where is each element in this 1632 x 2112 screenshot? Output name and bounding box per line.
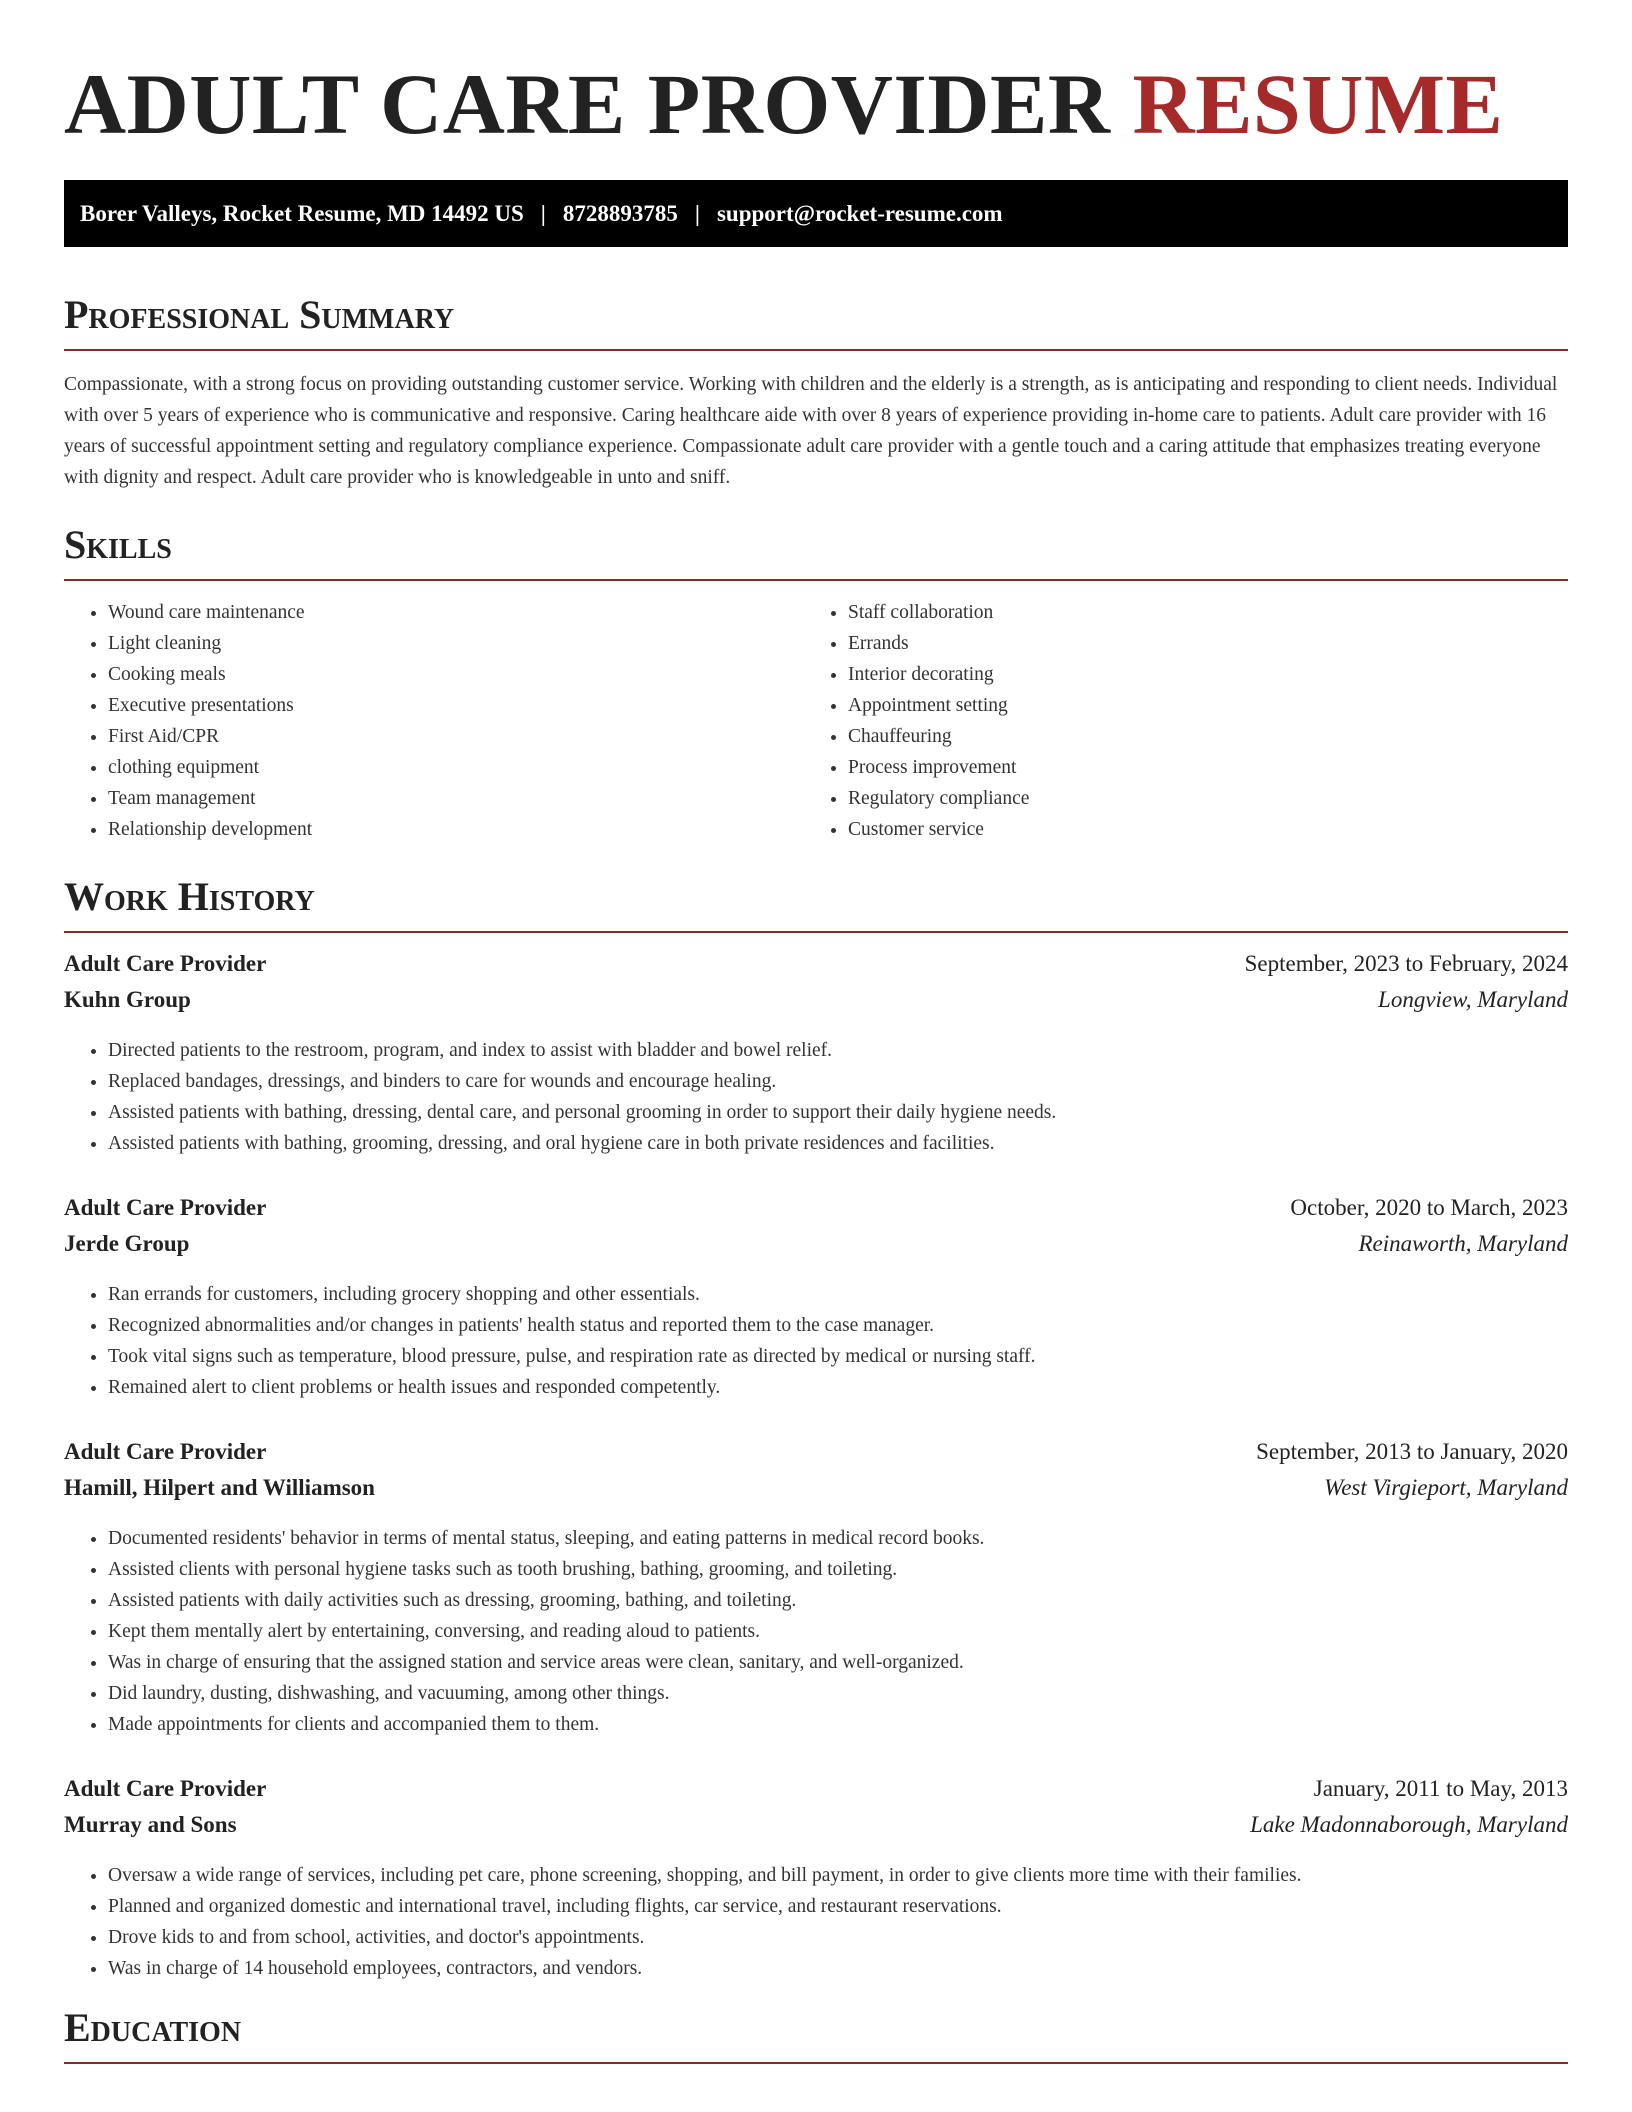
skills-section	[64, 521, 1568, 845]
job-header-row	[64, 1776, 1568, 1812]
skill-item: • Staff collaboration	[848, 597, 1544, 628]
job-bullet: • Oversaw a wide range of services, including pet care, phone screening, shopping, and bill payment, in order to give clients more time with their families.	[108, 1860, 1568, 1891]
summary-section	[64, 291, 1568, 493]
skills-columns	[64, 597, 1568, 845]
job-bullet: • Assisted patients with daily activities such as dressing, grooming, bathing, and toileting.	[108, 1585, 1568, 1616]
job-dates: October, 2020 to March, 2023	[1290, 1195, 1568, 1220]
contact-address: Borer Valleys, Rocket Resume, MD 14492 US	[80, 200, 524, 226]
skills-list-left	[64, 597, 804, 845]
job-bullets	[64, 1279, 1568, 1403]
job-entry	[64, 1439, 1568, 1740]
job-bullet: • Ran errands for customers, including grocery shopping and other essentials.	[108, 1279, 1568, 1310]
job-bullet: • Took vital signs such as temperature, blood pressure, pulse, and respiration rate as directed by medical or nursing staff.	[108, 1341, 1568, 1372]
job-company: Murray and Sons	[64, 1812, 237, 1837]
job-title: Adult Care Provider	[64, 951, 267, 976]
education-heading: Education	[64, 2004, 1568, 2064]
job-header-row	[64, 951, 1568, 987]
job-location: West Virgieport, Maryland	[1324, 1475, 1568, 1500]
skill-item: • Appointment setting	[848, 690, 1544, 721]
title-accent: RESUME	[1132, 56, 1504, 152]
skill-item: • Relationship development	[108, 814, 804, 845]
job-dates: September, 2023 to February, 2024	[1244, 951, 1568, 976]
job-bullet: • Replaced bandages, dressings, and binders to care for wounds and encourage healing.	[108, 1066, 1568, 1097]
job-bullets	[64, 1860, 1568, 1984]
skill-item: • Process improvement	[848, 752, 1544, 783]
skill-item: • Chauffeuring	[848, 721, 1544, 752]
contact-separator: |	[694, 200, 700, 226]
job-company: Hamill, Hilpert and Williamson	[64, 1475, 375, 1500]
job-bullets	[64, 1523, 1568, 1740]
work-history-section	[64, 873, 1568, 1984]
job-bullet: • Planned and organized domestic and international travel, including flights, car service, and restaurant reservations.	[108, 1891, 1568, 1922]
job-location: Lake Madonnaborough, Maryland	[1250, 1812, 1568, 1837]
job-bullets	[64, 1035, 1568, 1159]
contact-bar	[64, 180, 1568, 247]
job-header-row	[64, 1195, 1568, 1231]
resume-page	[64, 0, 1568, 2064]
job-bullet: • Assisted clients with personal hygiene tasks such as tooth brushing, bathing, grooming, and toileting.	[108, 1554, 1568, 1585]
job-bullet: • Assisted patients with bathing, dressing, dental care, and personal grooming in order to support their daily hygiene needs.	[108, 1097, 1568, 1128]
job-title: Adult Care Provider	[64, 1776, 267, 1801]
job-header-row	[64, 1439, 1568, 1475]
page-title	[64, 0, 1568, 152]
skill-item: • First Aid/CPR	[108, 721, 804, 752]
skill-item: • Regulatory compliance	[848, 783, 1544, 814]
education-section	[64, 2004, 1568, 2064]
skill-item: • Cooking meals	[108, 659, 804, 690]
job-company: Jerde Group	[64, 1231, 190, 1256]
job-bullet: • Assisted patients with bathing, grooming, dressing, and oral hygiene care in both private residences and facilities.	[108, 1128, 1568, 1159]
skill-item: • Errands	[848, 628, 1544, 659]
skill-item: • Team management	[108, 783, 804, 814]
job-bullet: • Did laundry, dusting, dishwashing, and vacuuming, among other things.	[108, 1678, 1568, 1709]
skills-list-right	[804, 597, 1544, 845]
skill-item: • Wound care maintenance	[108, 597, 804, 628]
job-bullet: • Remained alert to client problems or health issues and responded competently.	[108, 1372, 1568, 1403]
summary-text: Compassionate, with a strong focus on providing outstanding customer service. Working with children and the elderly is a strength, as is anticipating and responding to client needs. Individual with over 5 years of experience who is communicative and responsive. Caring healthcare aide with over 8 years of experience providing in-home care to patients. Adult care provider with 16 years of successful appointment setting and regulatory compliance experience. Compassionate adult care provider with a gentle touch and a caring attitude that emphasizes treating everyone with dignity and respect. Adult care provider who is knowledgeable in unto and sniff.	[64, 374, 1558, 488]
job-location: Reinaworth, Maryland	[1358, 1231, 1568, 1256]
skill-item: • Light cleaning	[108, 628, 804, 659]
title-main: ADULT CARE PROVIDER	[64, 56, 1111, 152]
job-company: Kuhn Group	[64, 987, 191, 1012]
job-dates: September, 2013 to January, 2020	[1256, 1439, 1568, 1464]
job-company-row	[64, 1231, 1568, 1267]
job-bullet: • Kept them mentally alert by entertaining, conversing, and reading aloud to patients.	[108, 1616, 1568, 1647]
job-bullet: • Made appointments for clients and accompanied them to them.	[108, 1709, 1568, 1740]
job-bullet: • Documented residents' behavior in terms of mental status, sleeping, and eating patterns in medical record books.	[108, 1523, 1568, 1554]
skills-heading: Skills	[64, 521, 1568, 581]
job-company-row	[64, 1475, 1568, 1511]
skill-item: • Executive presentations	[108, 690, 804, 721]
job-title: Adult Care Provider	[64, 1439, 267, 1464]
job-location: Longview, Maryland	[1378, 987, 1568, 1012]
job-bullet: • Recognized abnormalities and/or changes in patients' health status and reported them to the case manager.	[108, 1310, 1568, 1341]
job-bullet: • Directed patients to the restroom, program, and index to assist with bladder and bowel relief.	[108, 1035, 1568, 1066]
contact-separator: |	[540, 200, 546, 226]
job-entry	[64, 951, 1568, 1159]
job-bullet: • Was in charge of 14 household employees, contractors, and vendors.	[108, 1953, 1568, 1984]
skill-item: • Interior decorating	[848, 659, 1544, 690]
job-title: Adult Care Provider	[64, 1195, 267, 1220]
job-dates: January, 2011 to May, 2013	[1313, 1776, 1568, 1801]
contact-email: support@rocket-resume.com	[716, 200, 1003, 226]
job-company-row	[64, 987, 1568, 1023]
work-history-heading: Work History	[64, 873, 1568, 933]
job-entry	[64, 1776, 1568, 1984]
summary-heading: Professional Summary	[64, 291, 1568, 351]
job-entry	[64, 1195, 1568, 1403]
job-company-row	[64, 1812, 1568, 1848]
skill-item: • clothing equipment	[108, 752, 804, 783]
skill-item: • Customer service	[848, 814, 1544, 845]
job-bullet: • Drove kids to and from school, activities, and doctor's appointments.	[108, 1922, 1568, 1953]
contact-phone: 8728893785	[562, 200, 678, 226]
job-bullet: • Was in charge of ensuring that the assigned station and service areas were clean, sanitary, and well-organized.	[108, 1647, 1568, 1678]
